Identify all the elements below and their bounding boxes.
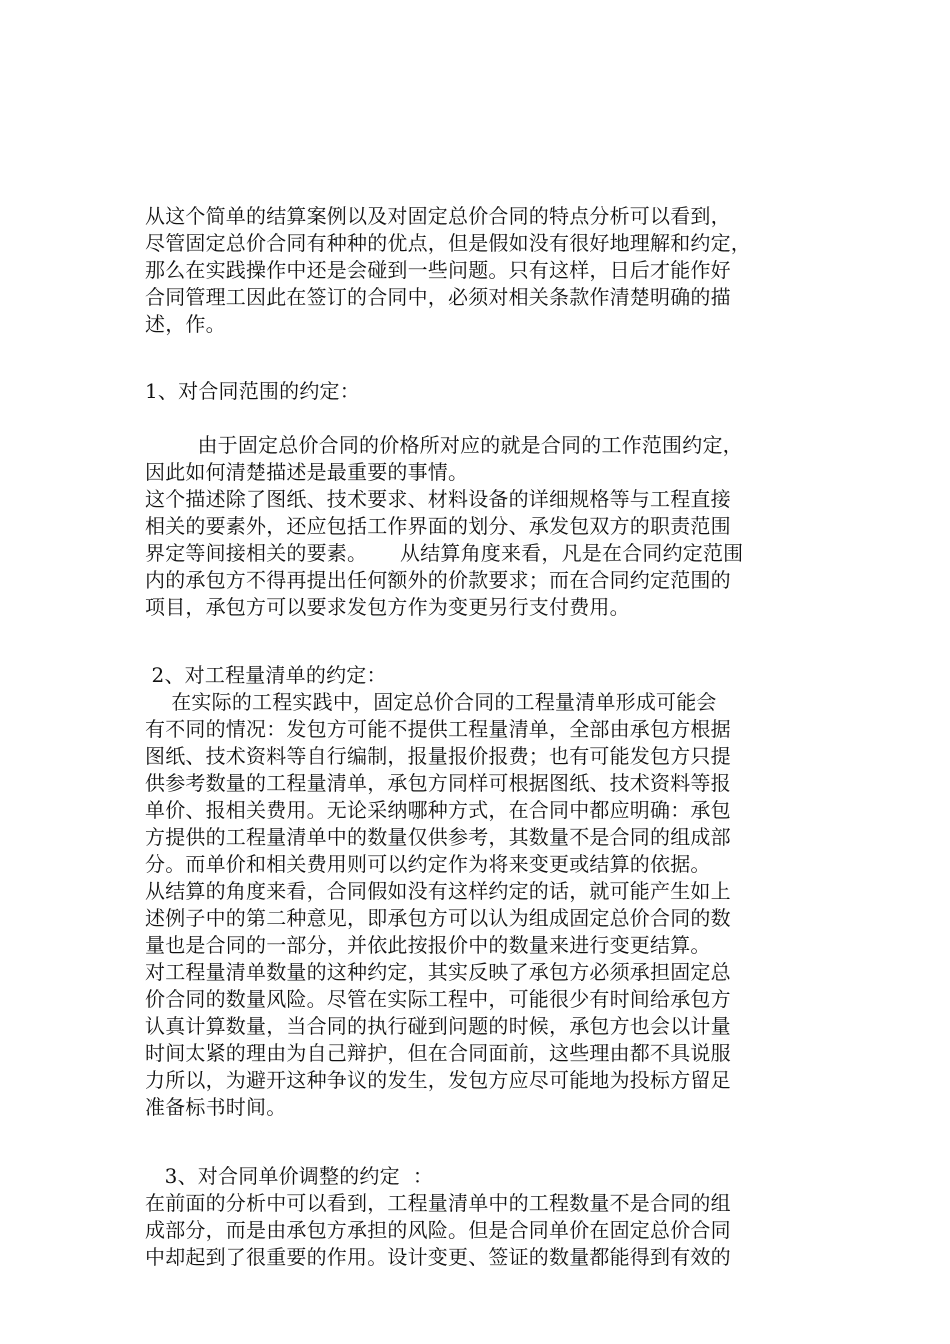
section-1-line: 这个描述除了图纸、技术要求、材料设备的详细规格等与工程直接 (145, 487, 731, 511)
intro-line: 那么在实践操作中还是会碰到一些问题。只有这样，日后才能作好 (145, 258, 731, 282)
section-2-heading: 2、对工程量清单的约定： (145, 663, 387, 687)
section-1-line: 因此如何清楚描述是最重要的事情。 (145, 460, 469, 484)
section-2-line: 有不同的情况：发包方可能不提供工程量清单，全部由承包方根据 (145, 717, 731, 741)
section-3-heading: 3、对合同单价调整的约定 ： (145, 1164, 434, 1188)
section-2-line: 力所以，为避开这种争议的发生，发包方应尽可能地为投标方留足 (145, 1068, 731, 1092)
intro-line: 尽管固定总价合同有种种的优点，但是假如没有很好地理解和约定， (145, 231, 751, 255)
section-2-line: 供参考数量的工程量清单，承包方同样可根据图纸、技术资料等报 (145, 771, 731, 795)
section-2-line: 从结算的角度来看，合同假如没有这样约定的话，就可能产生如上 (145, 879, 731, 903)
intro-line: 合同管理工因此在签订的合同中，必须对相关条款作清楚明确的描 (145, 285, 731, 309)
section-1-line: 内的承包方不得再提出任何额外的价款要求；而在合同约定范围的 (145, 568, 731, 592)
section-2-line: 准备标书时间。 (145, 1095, 287, 1119)
section-1-line: 由于固定总价合同的价格所对应的就是合同的工作范围约定， (145, 433, 743, 457)
section-2-line: 单价、报相关费用。无论采纳哪种方式，在合同中都应明确：承包 (145, 798, 731, 822)
section-1-line: 项目，承包方可以要求发包方作为变更另行支付费用。 (145, 595, 630, 619)
section-2-line: 述例子中的第二种意见，即承包方可以认为组成固定总价合同的数 (145, 906, 731, 930)
section-2-line: 认真计算数量，当合同的执行碰到问题的时候，承包方也会以计量 (145, 1014, 731, 1038)
section-1-line: 相关的要素外，还应包括工作界面的划分、承发包双方的职责范围 (145, 514, 731, 538)
section-1-line: 界定等间接相关的要素。 从结算角度来看，凡是在合同约定范围 (145, 541, 744, 565)
section-1-heading: 1、对合同范围的约定： (145, 379, 360, 403)
section-2-line: 在实际的工程实践中，固定总价合同的工程量清单形成可能会 (145, 690, 717, 714)
section-2-line: 方提供的工程量清单中的数量仅供参考，其数量不是合同的组成部 (145, 825, 731, 849)
section-2-line: 价合同的数量风险。尽管在实际工程中，可能很少有时间给承包方 (145, 987, 731, 1011)
section-2-line: 分。而单价和相关费用则可以约定作为将来变更或结算的依据。 (145, 852, 711, 876)
intro-line: 从这个简单的结算案例以及对固定总价合同的特点分析可以看到， (145, 204, 731, 228)
intro-line: 述，作。 (145, 312, 226, 336)
section-3-line: 成部分，而是由承包方承担的风险。但是合同单价在固定总价合同 (145, 1218, 731, 1242)
section-2-line: 图纸、技术资料等自行编制，报量报价报费；也有可能发包方只提 (145, 744, 731, 768)
section-2-line: 对工程量清单数量的这种约定，其实反映了承包方必须承担固定总 (145, 960, 731, 984)
section-2-line: 量也是合同的一部分，并依此按报价中的数量来进行变更结算。 (145, 933, 711, 957)
section-3-line: 中却起到了很重要的作用。设计变更、签证的数量都能得到有效的 (145, 1245, 731, 1269)
section-2-line: 时间太紧的理由为自己辩护，但在合同面前，这些理由都不具说服 (145, 1041, 731, 1065)
section-3-line: 在前面的分析中可以看到，工程量清单中的工程数量不是合同的组 (145, 1191, 731, 1215)
